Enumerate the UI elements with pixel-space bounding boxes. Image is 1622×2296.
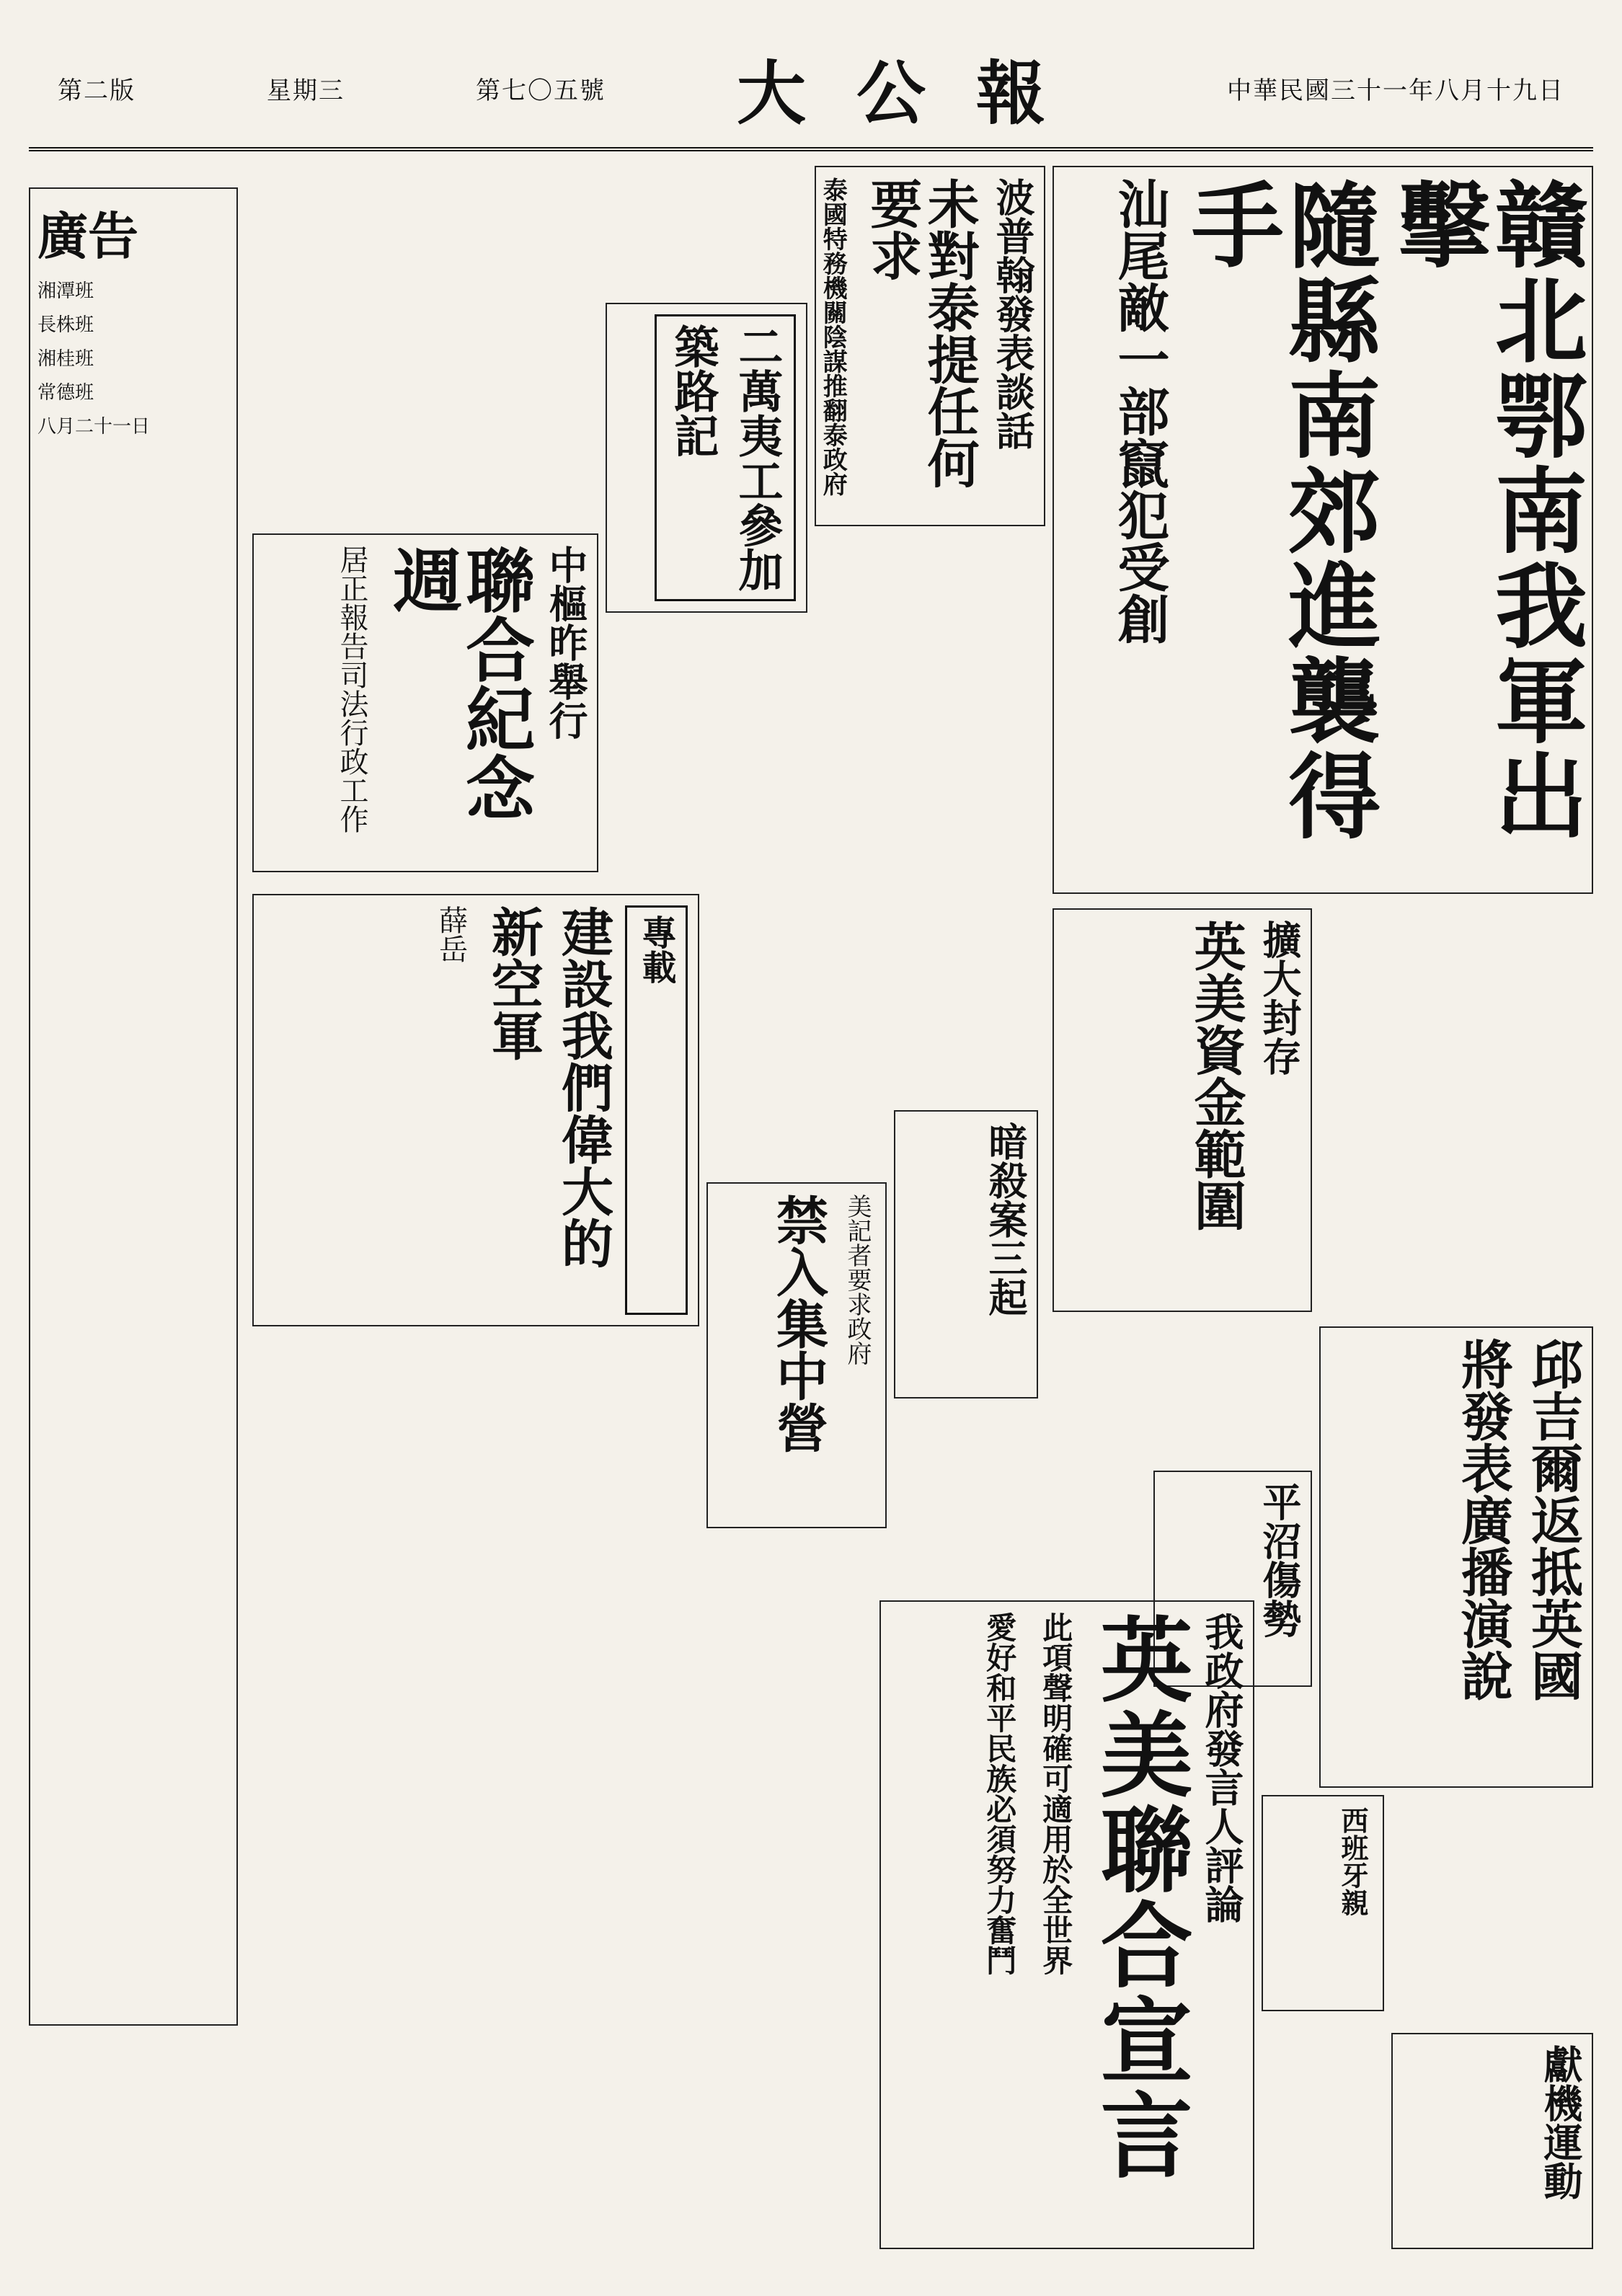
case-article bbox=[894, 1110, 1038, 1399]
issue-page: 第二版 bbox=[58, 76, 136, 105]
donation-headline: 獻機運動 bbox=[1538, 2044, 1584, 2200]
poland-headline-1: 波普翰發表談話 bbox=[990, 177, 1036, 450]
ads-line-3: 湘桂班 bbox=[37, 348, 94, 370]
ads-line-1: 湘潭班 bbox=[37, 280, 94, 302]
case-headline: 暗殺案三起 bbox=[983, 1122, 1029, 1316]
ban-headline: 禁入集中營 bbox=[768, 1194, 829, 1453]
commemoration-article bbox=[252, 533, 598, 872]
feature-author: 薛岳 bbox=[434, 905, 468, 963]
ads-column bbox=[29, 187, 238, 2026]
lead-headline-3: 汕尾敵一部竄犯受創 bbox=[1109, 177, 1171, 644]
feature-headline-1: 建設我們偉大的 bbox=[553, 905, 614, 1269]
feature-headline-2: 新空軍 bbox=[482, 905, 544, 1061]
feature-tag: 專載 bbox=[625, 905, 688, 1315]
issue-weekday: 星期三 bbox=[267, 76, 345, 105]
labor-article bbox=[606, 303, 807, 613]
lead-article bbox=[1052, 166, 1593, 894]
ads-line-4: 常德班 bbox=[37, 382, 94, 404]
poland-headline-3: 泰國特務機關陰謀推翻泰政府 bbox=[818, 177, 848, 496]
donation-article bbox=[1391, 2033, 1593, 2249]
masthead bbox=[29, 29, 1593, 151]
editorial-sub-2: 愛好和平民族必須努力奮鬥 bbox=[982, 1612, 1018, 1975]
broadcast-article bbox=[1319, 1326, 1593, 1788]
spain-headline: 西班牙親 bbox=[1337, 1807, 1369, 1916]
sanctions-article bbox=[1052, 908, 1312, 1312]
labor-boxed-title: 二萬夷工參加築路記 bbox=[655, 314, 796, 601]
ads-title: 廣告 bbox=[37, 206, 138, 266]
commemoration-headline-2: 聯合紀念週 bbox=[381, 545, 536, 822]
commemoration-sub: 居正報告司法行政工作 bbox=[335, 545, 369, 833]
spain-article bbox=[1262, 1795, 1384, 2011]
commemoration-headline-1: 中樞昨舉行 bbox=[543, 545, 589, 740]
feature-article bbox=[252, 894, 699, 1326]
poland-headline-2: 未對泰提任何要求 bbox=[861, 177, 980, 489]
sanctions-headline-1: 擴大封存 bbox=[1257, 920, 1303, 1076]
issue-date: 中華民國三十一年八月十九日 bbox=[1227, 76, 1564, 105]
ads-line-2: 長株班 bbox=[37, 314, 94, 336]
broadcast-headline-2: 將發表廣播演說 bbox=[1452, 1338, 1514, 1701]
editorial-headline-2: 英美聯合宣言 bbox=[1084, 1612, 1193, 2183]
paper-title: 大公報 bbox=[737, 52, 1096, 134]
broadcast-headline-1: 邱吉爾返抵英國 bbox=[1523, 1338, 1584, 1701]
pingnan-headline: 平沼傷勢 bbox=[1257, 1482, 1303, 1638]
sanctions-headline-2: 英美資金範圍 bbox=[1185, 920, 1247, 1231]
lead-headline-1: 贛北鄂南我軍出擊 bbox=[1382, 177, 1587, 843]
editorial-headline-1: 我政府發言人評論 bbox=[1199, 1612, 1245, 1923]
issue-number: 第七〇五號 bbox=[476, 76, 606, 105]
ban-article bbox=[706, 1182, 887, 1528]
editorial-article bbox=[879, 1600, 1254, 2249]
ads-line-5: 八月二十一日 bbox=[37, 416, 151, 438]
newspaper-page bbox=[29, 29, 1593, 2267]
lead-headline-2: 隨縣南郊進襲得手 bbox=[1175, 177, 1381, 843]
editorial-sub-1: 此項聲明確可適用於全世界 bbox=[1038, 1612, 1074, 1975]
poland-article bbox=[815, 166, 1045, 526]
ban-sub: 美記者要求政府 bbox=[843, 1194, 872, 1365]
